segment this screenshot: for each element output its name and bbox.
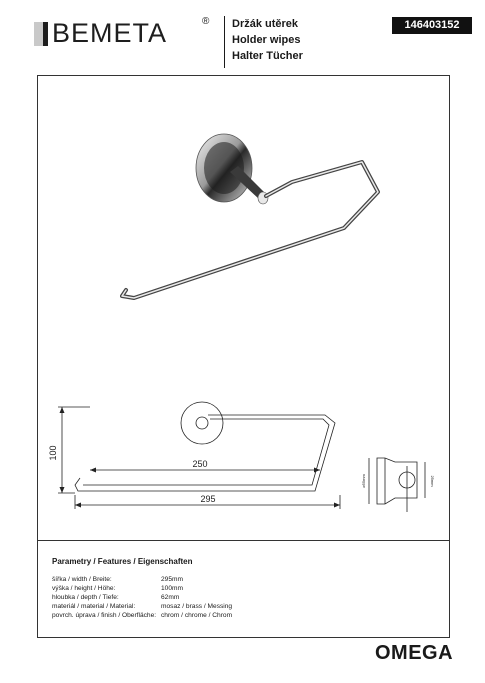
feature-key: výška / height / Höhe: — [52, 585, 116, 593]
feature-value: chrom / chrome / Chrom — [161, 612, 233, 620]
features-title: Parametry / Features / Eigenschaften — [52, 557, 193, 566]
brand-logo — [34, 14, 220, 54]
feature-value: mosaz / brass / Messing — [161, 603, 233, 611]
feature-value: 295mm — [161, 576, 183, 583]
dim-inner-width: 250 — [192, 459, 208, 469]
feature-value: 62mm — [161, 594, 180, 602]
brand-name: BEMETA — [52, 18, 168, 48]
feature-value: 100mm — [161, 585, 183, 593]
technical-drawing — [50, 385, 360, 515]
feature-key: materiál / material / Material: — [52, 603, 136, 611]
feature-row — [52, 584, 232, 593]
title-cz: Držák utěrek — [232, 18, 299, 30]
feature-key: hloubka / depth / Tiefe: — [52, 594, 119, 602]
side-dim-right: 25mm — [430, 475, 435, 487]
product-titles — [232, 16, 303, 64]
title-de: Halter Tücher — [232, 50, 303, 62]
feature-key: povrch. úprava / finish / Oberfläche: — [52, 612, 157, 620]
title-en: Holder wipes — [232, 34, 301, 46]
side-dim-left: ø55mm — [361, 474, 366, 488]
dim-total-width: 295 — [200, 494, 216, 504]
header-divider — [224, 16, 225, 68]
logo-mark-icon — [34, 22, 48, 46]
product-photo — [100, 120, 400, 330]
feature-key: šířka / width / Breite: — [52, 576, 112, 583]
feature-row — [52, 575, 232, 584]
feature-row — [52, 602, 232, 611]
features-table — [52, 575, 232, 620]
feature-row — [52, 593, 232, 602]
registered-mark: ® — [202, 16, 210, 27]
side-view-drawing — [355, 448, 445, 518]
product-code-badge: 146403152 — [392, 17, 472, 34]
features-divider — [37, 540, 450, 541]
dim-height: 100 — [48, 445, 58, 461]
series-name: OMEGA — [375, 642, 454, 664]
feature-row — [52, 611, 232, 620]
